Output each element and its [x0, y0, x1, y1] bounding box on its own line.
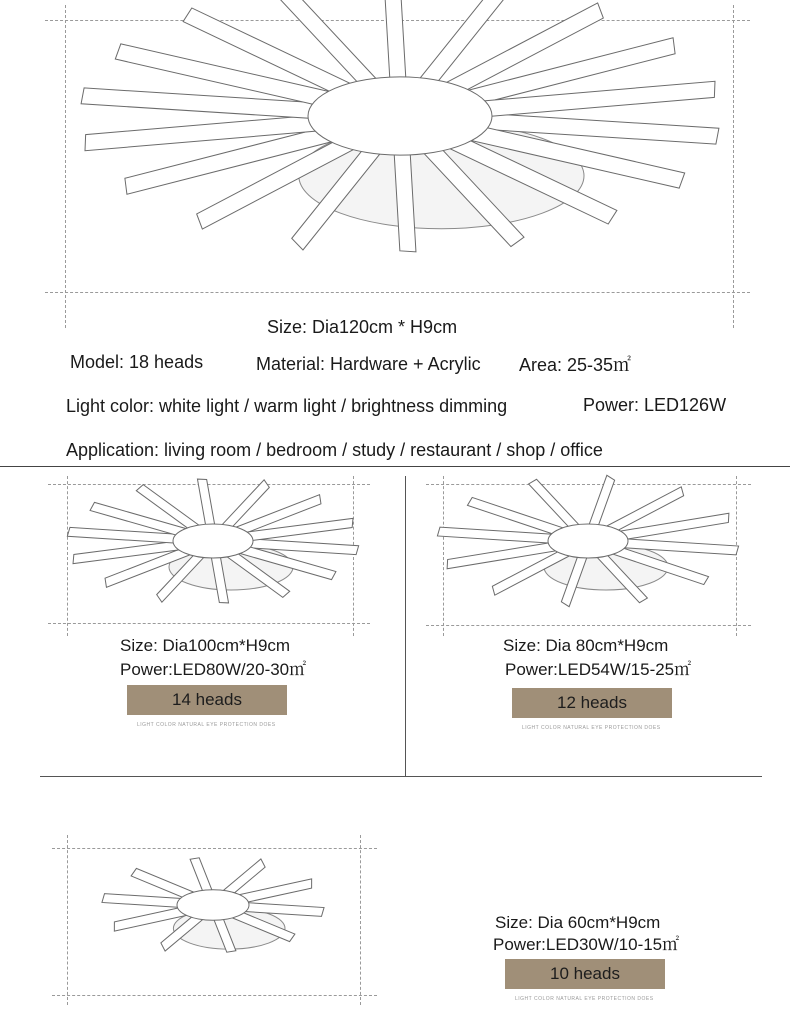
variant3-size-text: Size: Dia 60cm*H9cm [495, 913, 661, 932]
variant2-size-text: Size: Dia 80cm*H9cm [503, 636, 669, 655]
main-size-text: Size: Dia120cm * H9cm [267, 317, 458, 337]
variant1-power-text: Power:LED80W/20-30㎡ [120, 660, 307, 679]
variant3-power-text: Power:LED30W/10-15㎡ [493, 935, 680, 954]
main-application-text: Application: living room / bedroom / study / restaurant / shop / office [66, 440, 603, 460]
variant1-caption: LIGHT COLOR NATURAL EYE PROTECTION DOES [137, 722, 276, 728]
main-material-text: Material: Hardware + Acrylic [256, 354, 481, 374]
main-light-color-text: Light color: white light / warm light / brightness dimming [66, 396, 508, 416]
variant2-heads-badge: 12 heads [512, 688, 672, 718]
variant3-caption: LIGHT COLOR NATURAL EYE PROTECTION DOES [515, 996, 654, 1002]
main-model-text: Model: 18 heads [70, 352, 204, 372]
variant2-caption: LIGHT COLOR NATURAL EYE PROTECTION DOES [522, 725, 661, 731]
main-area-text: Area: 25-35㎡ [519, 355, 632, 375]
variant1-heads-badge: 14 heads [127, 685, 287, 715]
variant1-size-text: Size: Dia100cm*H9cm [120, 636, 291, 655]
variant2-power-text: Power:LED54W/15-25㎡ [505, 660, 692, 679]
variant3-heads-badge: 10 heads [505, 959, 665, 989]
main-power-text: Power: LED126W [583, 395, 727, 415]
